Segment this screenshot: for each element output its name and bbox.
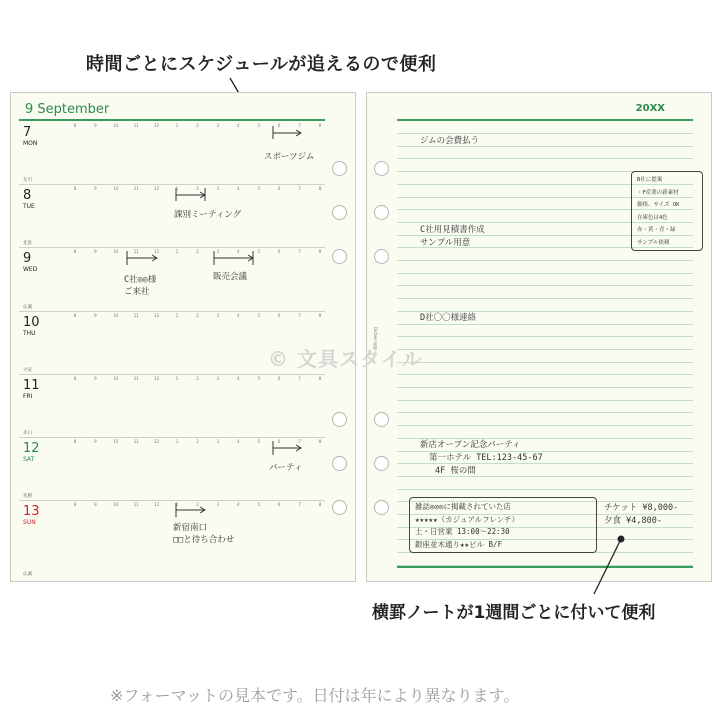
watermark: © 文具スタイル (268, 347, 423, 371)
day-number: 8 (23, 188, 32, 204)
hour-tick: 6 (277, 502, 281, 508)
day-name: TUE (23, 203, 35, 211)
box-note-line: サンプル依頼 (637, 239, 670, 246)
lined-notes-page (366, 92, 712, 582)
hour-tick: 4 (237, 502, 240, 508)
hour-tick: 2 (196, 502, 199, 508)
hour-tick: 12 (154, 375, 160, 381)
hour-tick: 8 (73, 123, 77, 128)
box-note-line: B社に提案 (637, 177, 663, 183)
ruled-line (397, 158, 693, 159)
day-number: 9 (23, 251, 32, 267)
note-ticket: チケット ¥8,000- (604, 503, 679, 513)
hour-tick: 11 (133, 312, 139, 318)
hour-tick: 1 (175, 312, 179, 318)
box-note-line: ★★★★★（カジュアルフレンチ） (415, 514, 520, 524)
hour-tick: 4 (237, 123, 240, 128)
ruled-line (397, 489, 693, 490)
hour-tick: 5 (257, 502, 261, 508)
binder-hole (332, 412, 347, 427)
hour-tick: 5 (257, 186, 261, 192)
hour-tick: 10 (113, 312, 119, 318)
ruled-line (397, 425, 693, 426)
hour-tick: 3 (216, 123, 220, 128)
day-name: WED (23, 266, 38, 274)
hour-tick: 1 (175, 249, 179, 255)
hour-tick: 4 (237, 186, 240, 192)
hour-tick: 6 (277, 123, 281, 128)
hour-tick: 10 (113, 439, 119, 444)
hour-tick: 8 (73, 249, 77, 255)
hour-tick: 8 (73, 375, 77, 381)
hour-tick: 6 (277, 312, 281, 318)
hour-tick: 1 (175, 439, 179, 444)
entry-section-meeting: 課別ミーティング (174, 210, 242, 220)
hour-tick: 1 (175, 123, 179, 128)
hour-tick: 10 (113, 249, 119, 255)
entry-c-company-b: ご来社 (124, 287, 150, 297)
hour-tick: 12 (154, 312, 160, 318)
entry-c-company-a: C社◎◎様 (124, 275, 157, 285)
hour-tick: 3 (216, 375, 220, 381)
day-name: SAT (23, 456, 35, 463)
hour-tick: 9 (94, 249, 97, 255)
hour-tick: 5 (257, 375, 261, 381)
ruled-line (397, 349, 693, 350)
day-name: SUN (23, 519, 36, 527)
hour-tick: 3 (216, 249, 220, 255)
hour-tick: 11 (133, 186, 139, 192)
binder-hole (332, 249, 347, 264)
footer-rule (397, 566, 693, 568)
notes-callout: 横罫ノートが1週間ごとに付いて便利 (372, 603, 656, 623)
box-note-line: ・F産業の新素材 (637, 189, 679, 196)
weekly-schedule-page (10, 92, 356, 582)
hour-tick: 7 (298, 375, 301, 381)
box-note-line: 銀座並木通り★★ビル B/F (415, 539, 503, 549)
box-note-line: 雑誌◎◎◎に掲載されていた店 (415, 502, 512, 511)
hour-tick: 10 (113, 375, 119, 381)
binder-hole (374, 249, 389, 264)
hour-tick: 1 (175, 186, 179, 192)
hour-tick: 7 (298, 502, 301, 508)
year-label: 20XX (635, 103, 665, 114)
day-number: 10 (23, 314, 40, 330)
binder-hole (374, 456, 389, 471)
ruled-line (397, 273, 693, 274)
ruled-line (397, 362, 693, 363)
entry-sports-gym: スポーツジム (264, 152, 315, 162)
hour-tick: 6 (277, 186, 281, 192)
day-number: 13 (23, 504, 40, 520)
hour-tick: 4 (237, 249, 240, 255)
note-dinner: 夕食 ¥4,800- (604, 516, 662, 526)
hour-tick: 8 (73, 186, 77, 192)
hour-tick: 9 (94, 375, 97, 381)
binder-hole (374, 161, 389, 176)
hour-tick: 2 (196, 439, 199, 444)
hour-tick: 11 (133, 375, 139, 381)
hour-tick: 6 (277, 249, 281, 255)
ruled-line (397, 412, 693, 413)
hour-tick: 8 (318, 439, 322, 444)
note-sample: サンプル用意 (420, 238, 471, 248)
day-number: 7 (23, 125, 32, 140)
rokuyo-label: 赤口 (23, 431, 32, 436)
hour-tick: 5 (257, 249, 261, 255)
hour-tick: 12 (154, 249, 160, 255)
ruled-line (397, 285, 693, 286)
hour-tick: 9 (94, 123, 97, 128)
box-note-line: 在庫色は4色 (637, 214, 668, 221)
hour-tick: 1 (175, 375, 179, 381)
hour-tick: 7 (298, 312, 301, 318)
hour-tick: 9 (94, 186, 97, 192)
box-note-line: 土・日営業 13:00〜22:30 (415, 527, 510, 536)
hour-tick: 8 (318, 375, 322, 381)
hour-tick: 11 (133, 249, 139, 255)
binder-hole (332, 456, 347, 471)
ruled-line (397, 387, 693, 388)
hour-tick: 10 (113, 186, 119, 192)
hour-tick: 9 (94, 502, 97, 508)
hour-tick: 5 (257, 312, 261, 318)
ruled-line (397, 400, 693, 401)
note-hotel: 第一ホテル TEL:123-45-67 (429, 453, 543, 463)
note-party: 新店オープン記念パーティ (420, 440, 521, 450)
hour-tick: 8 (318, 123, 322, 128)
hour-tick: 2 (196, 375, 199, 381)
hour-tick: 2 (196, 123, 199, 128)
rokuyo-label: 仏滅 (23, 572, 32, 577)
ruled-line (397, 324, 693, 325)
binder-hole (332, 205, 347, 220)
ruled-line (397, 260, 693, 261)
hour-tick: 12 (154, 439, 160, 444)
ruled-line (397, 298, 693, 299)
binder-hole (374, 205, 389, 220)
schedule-arrows (11, 93, 355, 581)
day-name: MON (23, 140, 38, 147)
hour-tick: 7 (298, 123, 301, 128)
proposal-note-box (631, 171, 703, 251)
hour-tick: 12 (154, 502, 160, 508)
rokuyo-label: 先負 (23, 241, 32, 247)
note-gym-fee: ジムの会費払う (420, 136, 480, 146)
rokuyo-label: 大安 (23, 367, 32, 373)
hour-tick: 11 (133, 439, 139, 444)
rokuyo-label: 友引 (23, 178, 32, 184)
hour-tick: 9 (94, 439, 97, 444)
hour-tick: 4 (237, 375, 240, 381)
callout-arrow-bottom (588, 532, 628, 602)
hour-tick: 7 (298, 249, 301, 255)
hour-tick: 7 (298, 439, 301, 444)
side-label: Dictwo 週間ノ (373, 327, 378, 354)
hour-tick: 6 (277, 375, 281, 381)
binder-hole (374, 412, 389, 427)
hour-tick: 3 (216, 439, 220, 444)
hour-tick: 10 (113, 123, 119, 128)
box-note-line: 価格、サイズ OK (637, 202, 680, 208)
entry-sales-meeting: 販売会議 (213, 272, 248, 282)
binder-hole (374, 500, 389, 515)
note-d-company: D社〇〇様連絡 (420, 313, 477, 323)
binder-hole (332, 500, 347, 515)
day-name: FRI (23, 392, 33, 400)
hour-tick: 11 (133, 502, 139, 508)
hour-tick: 8 (318, 186, 322, 192)
hour-tick: 12 (154, 186, 160, 192)
hour-tick: 8 (318, 312, 322, 318)
entry-shinjuku-b: □□と待ち合わせ (173, 535, 235, 545)
hour-tick: 2 (196, 249, 199, 255)
hour-tick: 5 (257, 123, 261, 128)
hour-tick: 7 (298, 186, 301, 192)
shop-note-box (409, 497, 597, 553)
footnote: ※フォーマットの見本です。日付は年により異なります。 (110, 686, 520, 705)
hour-tick: 6 (277, 439, 281, 444)
ruled-line (397, 476, 693, 477)
hour-tick: 8 (73, 502, 77, 508)
hour-tick: 2 (196, 186, 199, 192)
header-rule (397, 119, 693, 121)
hour-tick: 1 (175, 502, 179, 508)
hour-tick: 8 (73, 312, 77, 318)
hour-tick: 4 (237, 439, 240, 444)
hour-tick: 11 (133, 123, 139, 128)
note-quote: C社用見積書作成 (420, 225, 485, 235)
day-number: 11 (23, 377, 40, 393)
box-note-line: 赤・黄・青・緑 (637, 227, 676, 233)
hour-tick: 10 (113, 502, 119, 508)
note-floor: 4F 桜の間 (435, 466, 476, 476)
hour-tick: 2 (196, 312, 199, 318)
entry-shinjuku-a: 新宿南口 (173, 523, 208, 533)
hour-tick: 4 (237, 312, 240, 318)
rokuyo-label: 先勝 (23, 494, 32, 500)
hour-tick: 9 (94, 312, 97, 318)
hour-tick: 12 (154, 123, 160, 128)
day-name: THU (23, 329, 36, 337)
month-title: 9 September (25, 102, 110, 117)
hour-tick: 8 (73, 439, 77, 444)
hour-tick: 3 (216, 186, 220, 192)
headline-callout: 時間ごとにスケジュールが追えるので便利 (86, 54, 437, 75)
hour-tick: 5 (257, 439, 261, 444)
hour-tick: 3 (216, 502, 220, 508)
hour-tick: 8 (318, 249, 322, 255)
ruled-line (397, 336, 693, 337)
hour-tick: 3 (216, 312, 220, 318)
ruled-line (397, 374, 693, 375)
day-number: 12 (23, 441, 40, 456)
entry-party: パーティ (269, 463, 303, 473)
hour-tick: 8 (318, 502, 322, 508)
binder-hole (332, 161, 347, 176)
rokuyo-label: 仏滅 (23, 304, 32, 310)
